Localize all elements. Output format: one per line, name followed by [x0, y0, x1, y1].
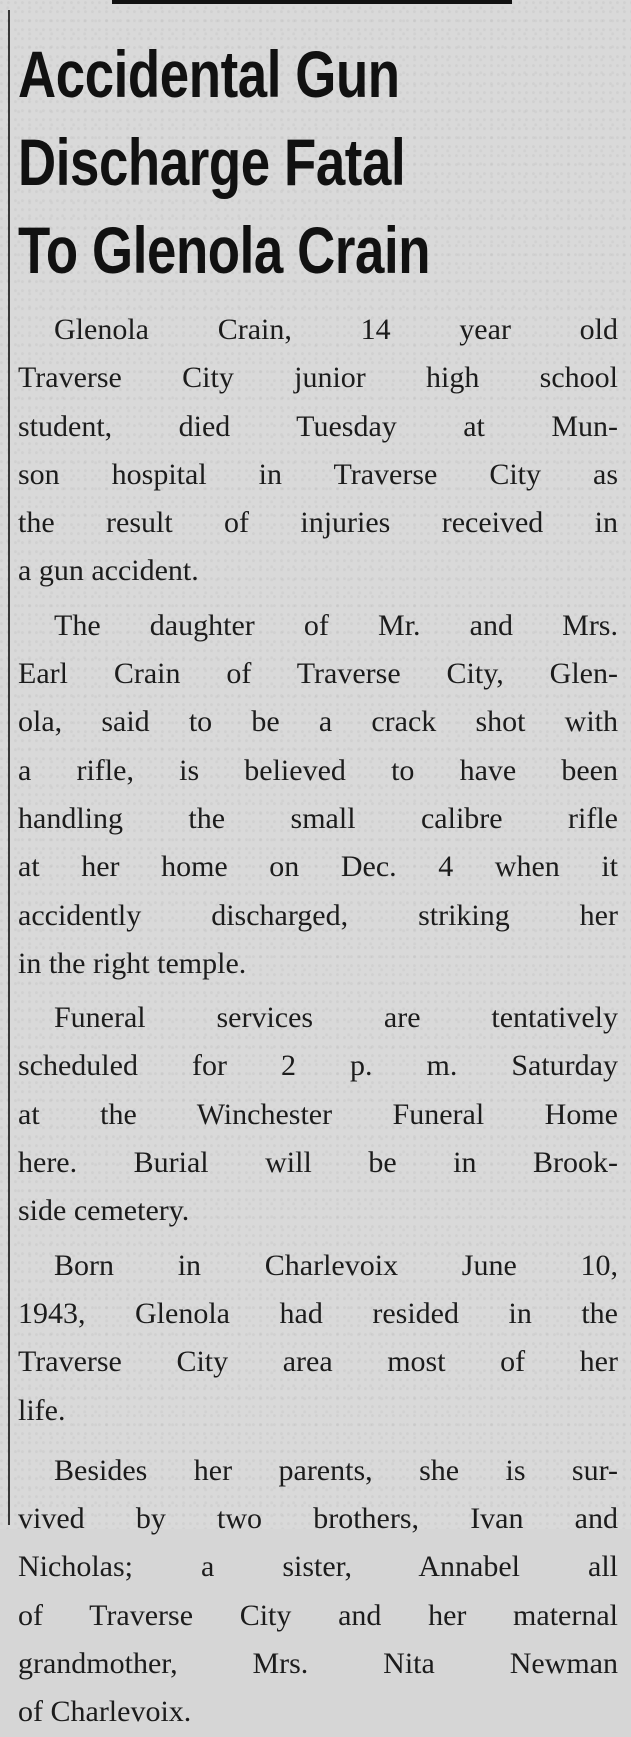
text-line: Traverse City area most of her: [18, 1345, 618, 1379]
text-line: of Charlevoix.: [18, 1695, 192, 1729]
text-line: life.: [18, 1393, 66, 1427]
text-line: Nicholas; a sister, Annabel all: [18, 1550, 618, 1584]
headline-line: Discharge Fatal: [18, 125, 406, 199]
text-line: The daughter of Mr. and Mrs.: [54, 608, 618, 642]
text-line: a rifle, is believed to have been: [18, 753, 618, 787]
paragraph-5: [18, 1447, 618, 1737]
text-line: scheduled for 2 p. m. Saturday: [18, 1049, 618, 1083]
paragraph-1: [18, 306, 618, 596]
text-line: side cemetery.: [18, 1194, 190, 1228]
text-line: Besides her parents, she is sur-: [54, 1453, 618, 1487]
text-line: a gun accident.: [18, 554, 199, 588]
text-line: in the right temple.: [18, 946, 247, 980]
text-line: Earl Crain of Traverse City, Glen-: [18, 657, 618, 691]
text-line: student, died Tuesday at Mun-: [18, 409, 618, 443]
text-line: of Traverse City and her maternal: [18, 1598, 618, 1632]
text-line: Born in Charlevoix June 10,: [54, 1248, 618, 1282]
text-line: accidently discharged, striking her: [18, 898, 618, 932]
text-line: vived by two brothers, Ivan and: [18, 1502, 618, 1536]
text-line: grandmother, Mrs. Nita Newman: [18, 1647, 618, 1681]
text-line: at the Winchester Funeral Home: [18, 1097, 618, 1131]
top-rule: [112, 0, 512, 4]
headline-line: To Glenola Crain: [18, 213, 431, 287]
paragraph-4: [18, 1242, 618, 1435]
text-line: Glenola Crain, 14 year old: [54, 313, 618, 346]
text-line: at her home on Dec. 4 when it: [18, 850, 618, 884]
text-line: ola, said to be a crack shot with: [18, 705, 618, 739]
headline-line: Accidental Gun: [18, 37, 400, 111]
text-line: here. Burial will be in Brook-: [18, 1146, 618, 1180]
text-line: the result of injuries received in: [18, 506, 618, 540]
paragraph-2: [18, 602, 618, 988]
text-line: Funeral services are tentatively: [54, 1001, 618, 1035]
paragraph-3: [18, 994, 618, 1235]
text-line: Traverse City junior high school: [18, 361, 618, 395]
column-rule: [8, 10, 10, 1525]
text-line: handling the small calibre rifle: [18, 801, 618, 835]
text-line: son hospital in Traverse City as: [18, 457, 618, 491]
article-body: [18, 306, 618, 1737]
text-line: 1943, Glenola had resided in the: [18, 1296, 618, 1330]
headline: [18, 30, 498, 294]
